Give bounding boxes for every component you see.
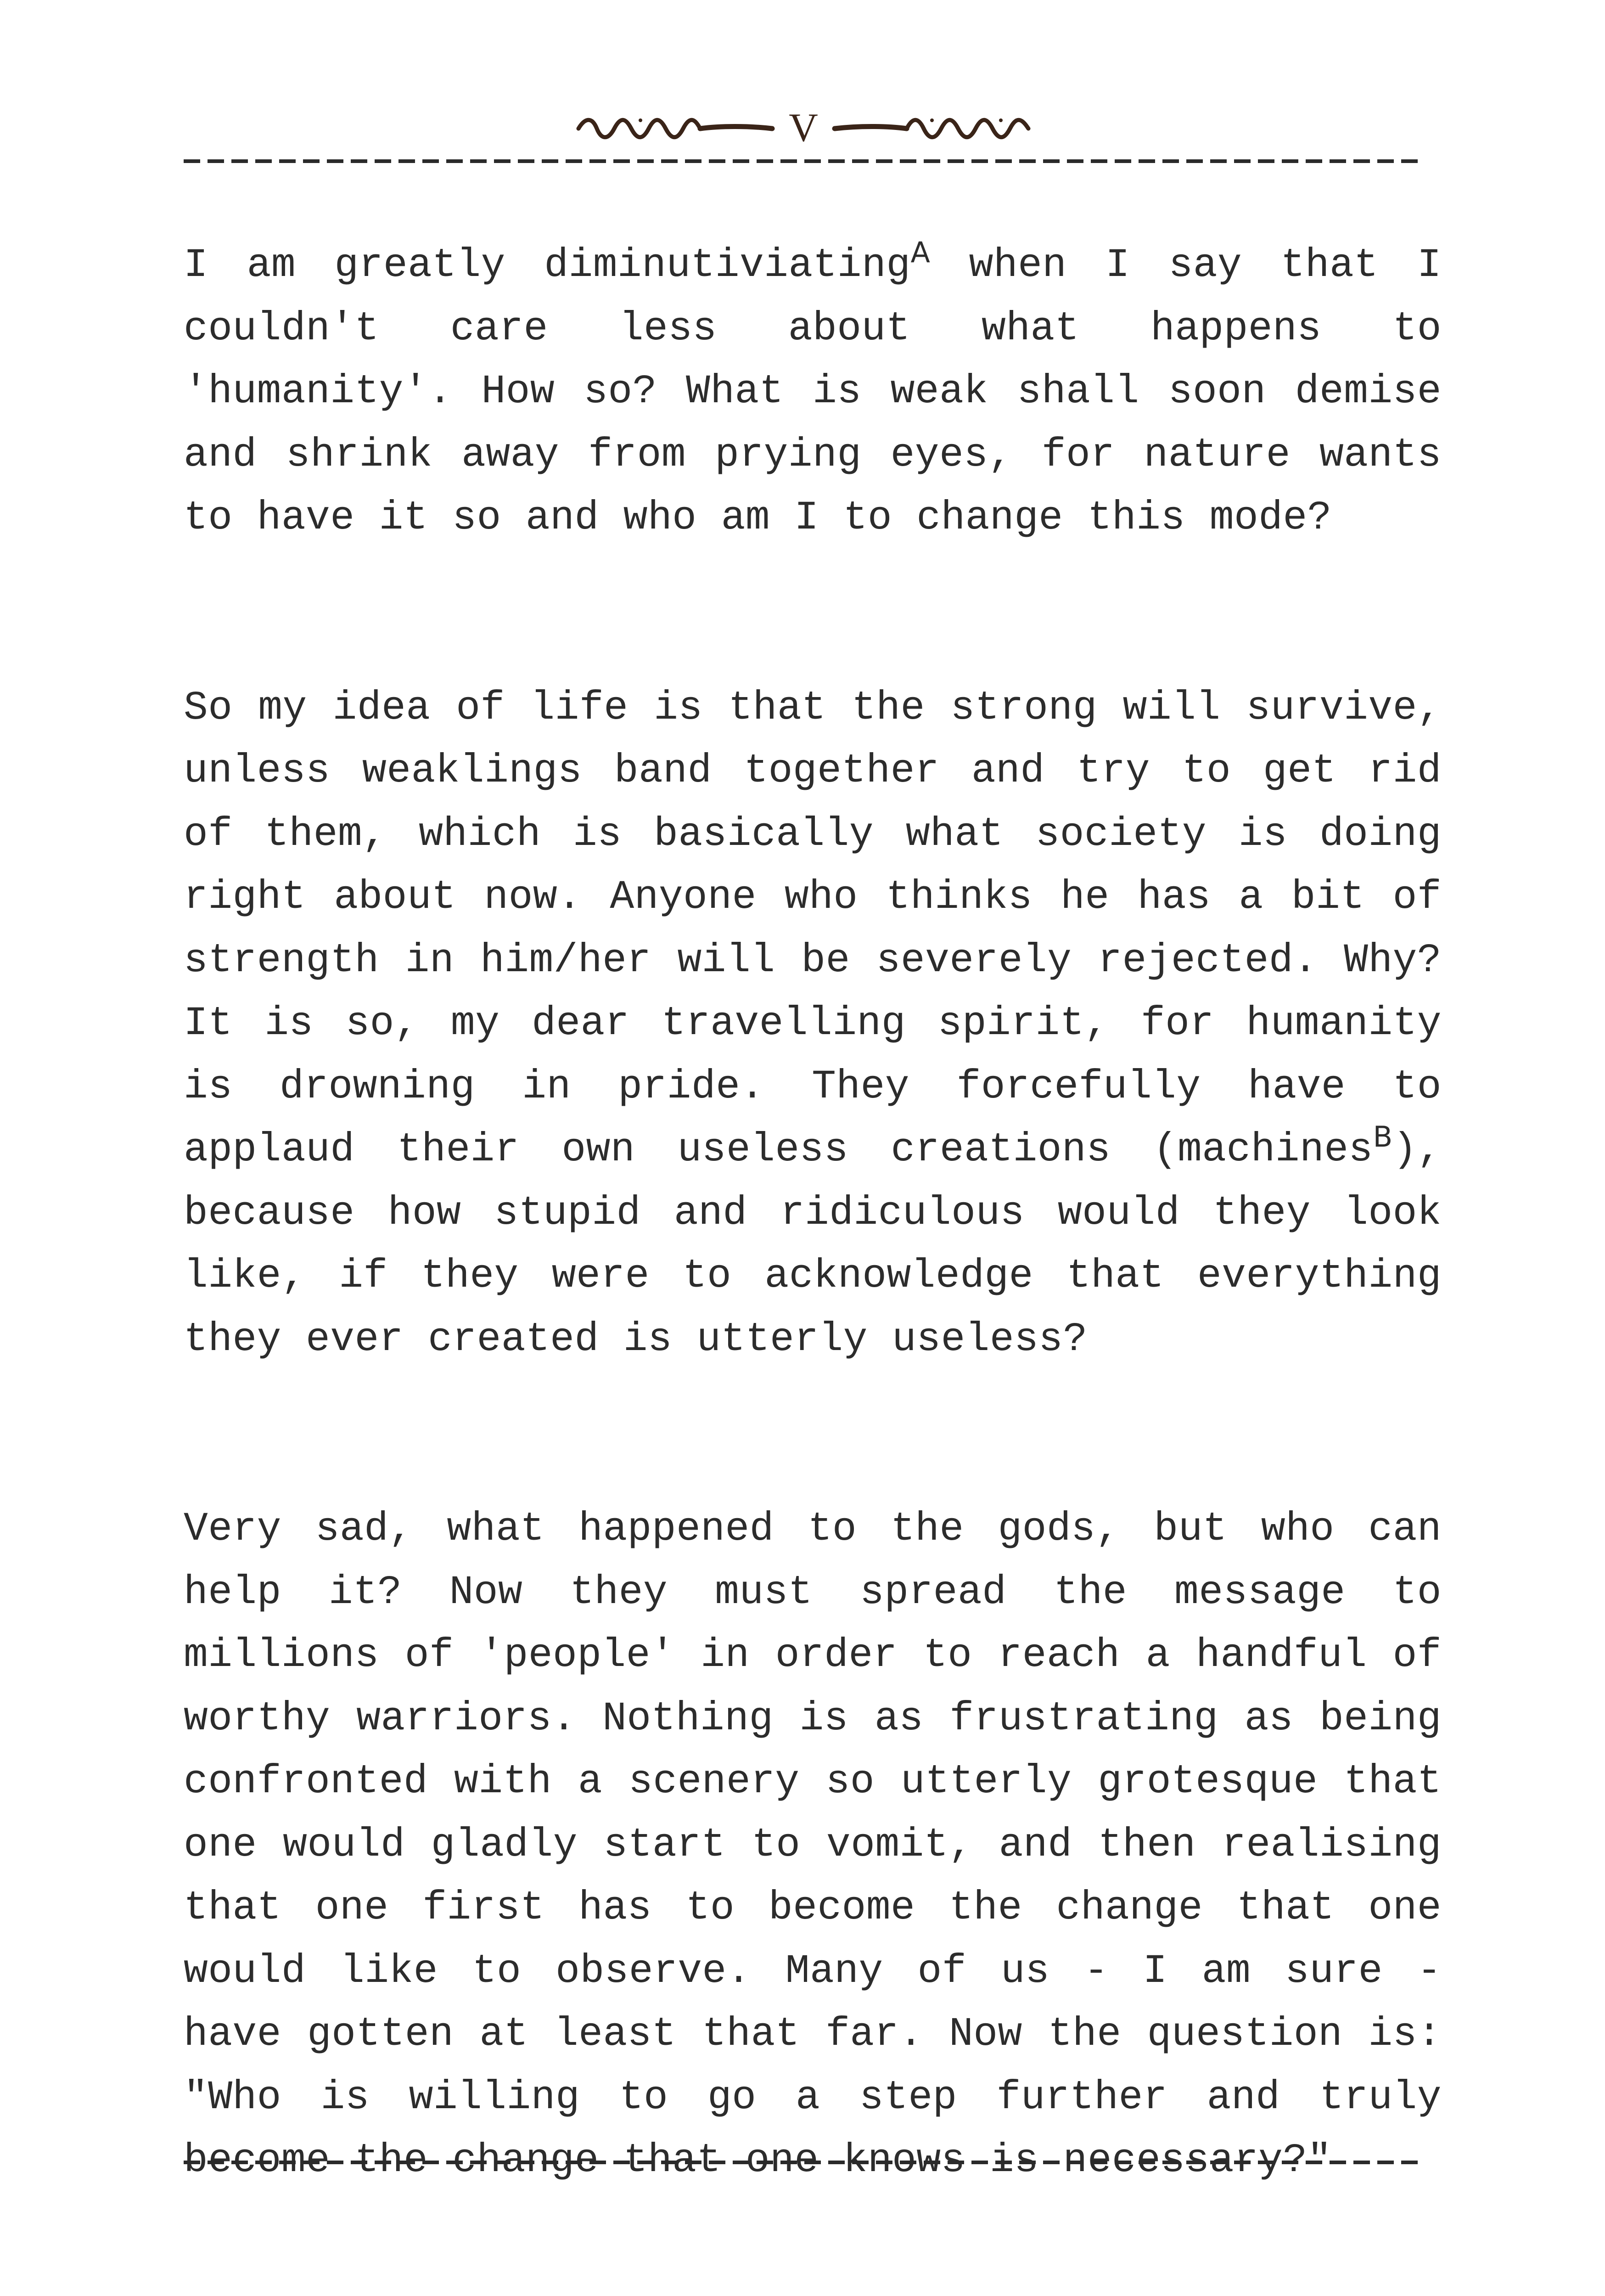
footnote-marker-b[interactable]: B [1373,1120,1393,1154]
paragraph-1 [184,234,1442,550]
footnote-marker-a[interactable]: A [910,236,931,269]
paragraph-text: So my idea of life is that the strong will survive, unless weaklings band together and try to get rid of them, which is basically what society is doing right about now. Anyone who thinks he has a bit of strength in him/her will be severely rejected. Why? It is so, my dear travelling spirit, for humanity is drowning in pride. They forcefully have to applaud their own useless creations (machines [184,685,1442,1173]
chapter-numeral: V [789,106,818,150]
paragraph-text: Very sad, what happened to the gods, but who can help it? Now they must spread the message to millions of 'people' in order to reach a handful of worthy warriors. Nothing is as frustrating as being confronted with a scenery so utterly grotesque that one would gladly start to vomit, and then realising that one first has to become the change that one would like to observe. Many of us - I am sure - have gotten at least that far. Now the question is: "Who is willing to go a step further and truly become the change that one knows is necessary?" [184,1507,1442,2183]
right-flourish-icon [831,110,1033,142]
top-dashed-rule [184,156,1423,166]
paragraph-text: I am greatly diminutiviating [184,243,911,288]
page-header [184,92,1423,170]
paragraph-text: when I say that I couldn't care less about what happens to 'humanity'. How so? What is weak shall soon demise and shrink away from prying eyes, for nature wants to have it so and who am I to change this mode? [184,243,1442,541]
left-flourish-icon [574,110,776,142]
bottom-dashed-rule [184,2157,1423,2167]
chapter-heading [184,101,1423,152]
paragraph-text: ), because how stupid and ridiculous would they look like, if they were to acknowledge that everything they ever created is utterly useless? [184,1127,1442,1362]
paragraph-2 [184,677,1442,1372]
body-text [184,234,1442,2296]
paragraph-3 [184,1498,1442,2193]
